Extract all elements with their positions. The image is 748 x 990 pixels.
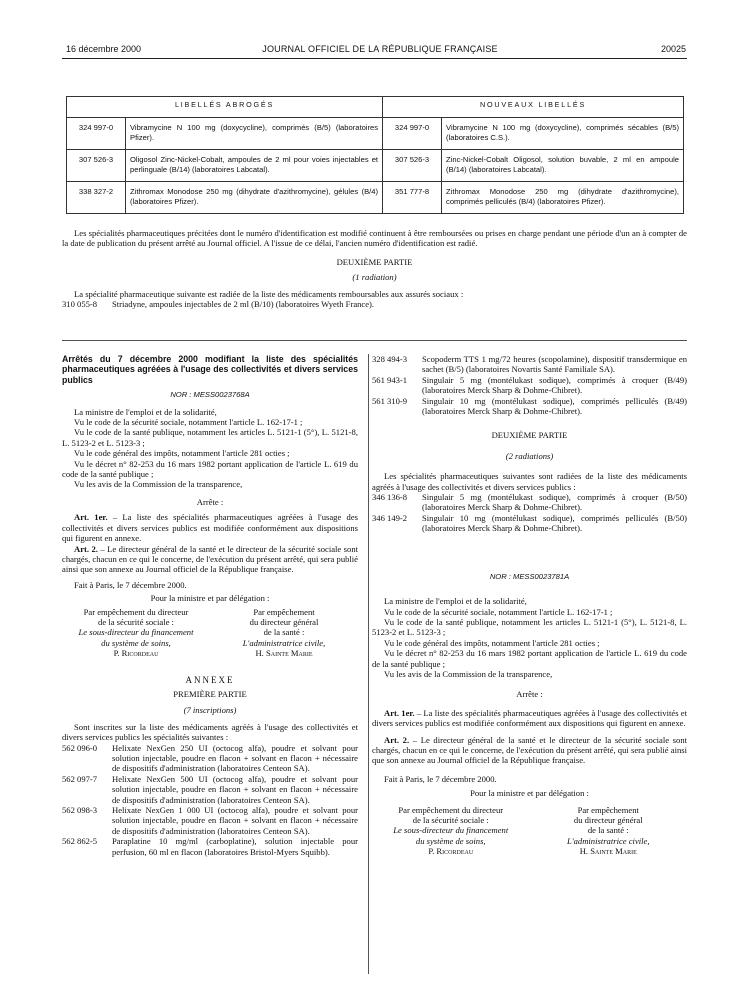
part-subheading: (2 radiations) [505, 450, 554, 461]
signature-line: L'administratrice civile, [566, 835, 650, 846]
col-header-nouveaux: NOUVEAUX LIBELLÉS [383, 97, 684, 118]
visa-line: Vu le code de la sécurité sociale, notamment l'article L. 162-17-1 ; [384, 606, 613, 617]
signature-right [210, 607, 358, 659]
inscription-para: Sont inscrites sur la liste des médicaments agréés à l'usage des collectivités et divers services publics les spécialités suivantes : [62, 721, 358, 743]
right-column [372, 354, 687, 857]
minister-line: La ministre de l'emploi et de la solidarité, [74, 406, 217, 417]
list-item [62, 774, 358, 805]
signature-line: Le sous-directeur du financement [393, 825, 509, 836]
delegation-line: Pour la ministre et par délégation : [470, 788, 589, 799]
signature-block [62, 607, 358, 659]
signature-left [62, 607, 210, 659]
entry-code: 562 862-5 [62, 836, 98, 847]
arrete-line: Arrête : [516, 689, 543, 700]
entry-text: Paraplatine 10 mg/ml (carboplatine), solution injectable pour perfusion, 60 ml en flacon (laboratoires Bristol-Myers Squibb). [112, 836, 358, 857]
delegation-line: Pour la ministre et par délégation : [150, 593, 270, 604]
entry-text: Singulair 10 mg (montélukast sodique), comprimés pelliculés (B/50) (laboratoires Merck Sharp & Dohme-Chibret). [422, 512, 687, 534]
new-text: Zinc-Nickel-Cobalt Oligosol, solution buvable, 2 ml en ampoule (B/14) (laboratoires Labcatal). [442, 150, 684, 182]
entry-text: Singulair 5 mg (montélukast sodique), comprimés à croquer (B/50) (laboratoires Merck Sharp & Dohme-Chibret). [422, 492, 687, 513]
entry-code: 346 136-8 [372, 492, 408, 503]
annex-heading: ANNEXE [185, 674, 235, 685]
visa-line: Vu le code de la santé publique, notamment les articles L. 5121-1 (5°), L. 5121-8, L. 5123-2 et L. 5123-3 ; [62, 427, 358, 448]
list-item [372, 396, 687, 417]
table-row [67, 150, 684, 182]
signatory-name: H. Sainte Marie [579, 846, 637, 857]
article-1 [372, 708, 687, 729]
new-text: Vibramycine N 100 mg (doxycycline), comprimés sécables (B/5) (laboratoires C.S.). [442, 118, 684, 150]
old-code: 307 526-3 [67, 150, 126, 182]
list-item [372, 354, 687, 375]
signature-line: de la sécurité sociale : [98, 616, 174, 627]
entry-text: Helixate NexGen 500 UI (octocog alfa), poudre et solvant pour solution injectable, poudre en flacon + solvant en flacon + nécessaire de dispositifs d'administration (laboratoires Centeon SA). [112, 773, 358, 805]
entry-text: Helixate NexGen 1 000 UI (octocog alfa), poudre et solvant pour solution injectable, poudre en flacon + solvant en flacon + nécessaire de dispositifs d'administration (laboratoires Centeon SA). [112, 805, 358, 836]
article-text: – Le directeur général de la santé et le directeur de la sécurité sociale sont chargés, chacun en ce qui le concerne, de l'exécution du présent arrêté, qui sera publié ainsi que son annexe au Journal officiel de la République française. [62, 543, 359, 575]
signature-line: du système de soins, [415, 835, 486, 846]
list-item [62, 299, 687, 309]
left-column [62, 354, 358, 857]
section-divider [62, 340, 687, 341]
visa-line: Vu le décret n° 82-253 du 16 mars 1982 portant application de l'article L. 619 du code de la santé publique ; [62, 458, 358, 480]
signature-line: Le sous-directeur du financement [78, 627, 194, 638]
entry-text: Scopoderm TTS 1 mg/72 heures (scopolamine), dispositif transdermique en sachet (B/5) (laboratoires Novartis Santé Familiale SA). [422, 354, 687, 375]
signature-date: Fait à Paris, le 7 décembre 2000. [74, 579, 187, 590]
table-row [67, 118, 684, 150]
list-item [372, 513, 687, 534]
entry-code: 562 097-7 [62, 773, 98, 784]
signatory-name: P. Ricordeau [113, 648, 159, 659]
signature-left [372, 805, 530, 857]
page-number: 20025 [660, 44, 686, 54]
part-subheading: (1 radiation) [352, 272, 397, 283]
entry-code: 561 310-9 [372, 395, 408, 406]
article-label: Art. 1er. [74, 512, 108, 523]
signature-line: de la santé : [587, 825, 629, 836]
entry-code: 310 055-8 [62, 299, 98, 310]
column-divider [368, 354, 369, 974]
signature-line: du directeur général [573, 815, 643, 825]
old-code: 324 997-0 [67, 118, 126, 150]
signature-line: Par empêchement [577, 804, 639, 815]
article-label: Art. 2. [384, 734, 410, 745]
old-text: Vibramycine N 100 mg (doxycycline), comprimés (B/5) (laboratoires Pfizer). [126, 118, 383, 150]
visa-line: Vu le code général des impôts, notamment l'article 281 octies ; [384, 637, 600, 648]
visa-line: Vu le code général des impôts, notamment l'article 281 octies ; [74, 448, 290, 459]
nor-reference: NOR : MESS0023781A [489, 571, 570, 581]
article-1 [62, 512, 358, 543]
table-header-row [67, 97, 684, 118]
signature-line: de la sécurité sociale : [412, 815, 489, 825]
signature-block [372, 805, 687, 857]
article-2 [62, 544, 358, 575]
journal-title: JOURNAL OFFICIEL DE LA RÉPUBLIQUE FRANÇAISE [262, 44, 498, 54]
entry-code: 346 149-2 [372, 512, 408, 523]
visa-line: Vu les avis de la Commission de la transparence, [74, 479, 243, 490]
part-heading: DEUXIÈME PARTIE [336, 256, 413, 267]
part-heading: DEUXIÈME PARTIE [491, 430, 568, 441]
old-code: 338 327-2 [67, 182, 126, 214]
visa-line: Vu le code de la sécurité sociale, notamment l'article L. 162-17-1 ; [74, 417, 303, 428]
top-para: Les spécialités pharmaceutiques précitées dont le numéro d'identification est modifié continuent à être remboursées ou prises en charge pendant une période d'un an à compter de la date de publication du présent arrêté au Journal officiel. A l'issue de ce délai, l'ancien numéro d'identification est radié. [62, 228, 687, 249]
decree-title: Arrêtés du 7 décembre 2000 modifiant la liste des spécialités pharmaceutiques agréées à l'usage des collectivités et divers services publics [62, 354, 358, 385]
signature-line: de la santé : [263, 627, 305, 638]
signatory-name: H. Sainte Marie [255, 648, 313, 659]
part-heading: PREMIÈRE PARTIE [173, 688, 247, 699]
list-item [62, 836, 358, 857]
entry-code: 328 494-3 [372, 354, 408, 364]
entry-text: Singulair 5 mg (montélukast sodique), comprimés à croquer (B/49) (laboratoires Merck Sharp & Dohme-Chibret). [422, 374, 687, 396]
article-2 [372, 735, 687, 766]
list-item [62, 743, 358, 774]
article-text: – La liste des spécialités pharmaceutiques agréées à l'usage des collectivités et divers services publics est modifiée conformément aux dispositions qui figurent en annexe. [62, 512, 358, 544]
nor-reference: NOR : MESS0023768A [170, 390, 250, 400]
entry-text: Striadyne, ampoules injectables de 2 ml (B/10) (laboratoires Wyeth France). [112, 299, 375, 310]
visa-line: Vu les avis de la Commission de la transparence, [384, 668, 553, 679]
list-item [372, 492, 687, 513]
list-item [372, 375, 687, 396]
part-subheading: (7 inscriptions) [183, 705, 237, 716]
signature-right [530, 805, 688, 857]
entry-code: 561 943-1 [372, 374, 408, 385]
new-code: 351 777-8 [383, 182, 442, 214]
signature-date: Fait à Paris, le 7 décembre 2000. [384, 773, 497, 784]
entry-code: 562 098-3 [62, 805, 98, 816]
article-label: Art. 2. [74, 543, 98, 554]
entry-text: Singulair 10 mg (montélukast sodique), comprimés pelliculés (B/49) (laboratoires Merck Sharp & Dohme-Chibret). [422, 395, 687, 417]
entry-code: 562 096-0 [62, 742, 98, 753]
col-header-abroges: LIBELLÉS ABROGÉS [67, 97, 383, 118]
header-rule [62, 58, 687, 59]
article-label: Art. 1er. [384, 707, 415, 718]
radiation-para: La spécialité pharmaceutique suivante est radiée de la liste des médicaments remboursables aux assurés sociaux : [74, 288, 464, 299]
visa-line: Vu le décret n° 82-253 du 16 mars 1982 portant application de l'article L. 619 du code de la santé publique ; [372, 648, 687, 669]
header-date: 16 décembre 2000 [66, 44, 142, 54]
new-code: 307 526-3 [383, 150, 442, 182]
top-section [62, 228, 687, 309]
arrete-line: Arrête : [196, 496, 224, 507]
signature-line: L'administratrice civile, [242, 637, 326, 648]
entry-text: Helixate NexGen 250 UI (octocog alfa), poudre et solvant pour solution injectable, poudre en flacon + solvant en flacon + nécessaire de dispositifs d'administration (laboratoires Centeon SA). [112, 742, 358, 774]
new-code: 324 997-0 [383, 118, 442, 150]
article-text: – Le directeur général de la santé et le directeur de la sécurité sociale sont chargés, chacun en ce qui le concerne, de l'exécution du présent arrêté, qui sera publié ainsi que son annexe au Journal officiel de la République française. [372, 734, 688, 766]
minister-line: La ministre de l'emploi et de la solidarité, [384, 596, 527, 607]
signature-line: Par empêchement [253, 606, 315, 617]
radiation-para: Les spécialités pharmaceutiques suivantes sont radiées de la liste des médicaments agréés à l'usage des collectivités et divers services publics : [372, 471, 687, 492]
list-item [62, 805, 358, 836]
signature-line: Par empêchement du directeur [83, 606, 189, 617]
signatory-name: P. Ricordeau [428, 846, 474, 857]
libelles-table [66, 96, 684, 214]
old-text: Zithromax Monodose 250 mg (dihydrate d'azithromycine), gélules (B/4) (laboratoires Pfizer). [126, 182, 383, 214]
new-text: Zithromax Monodose 250 mg (dihydrate d'azithromycine), comprimés pelliculés (B/4) (laboratoires Pfizer). [442, 182, 684, 214]
table-row [67, 182, 684, 214]
signature-line: Par empêchement du directeur [398, 804, 504, 815]
signature-line: du directeur général [249, 616, 319, 627]
visa-line: Vu le code de la santé publique, notamment les articles L. 5121-1 (5°), L. 5121-8, L. 5123-2 et L. 5123-3 ; [372, 616, 687, 638]
old-text: Oligosol Zinc-Nickel-Cobalt, ampoules de 2 ml pour voies injectables et perlinguale (B/14) (laboratoires Labcatal). [126, 150, 383, 182]
article-text: – La liste des spécialités pharmaceutiques agréées à l'usage des collectivités et divers services publics est modifiée conformément aux dispositions qui figurent en annexe. [372, 707, 687, 729]
signature-line: du système de soins, [101, 637, 171, 648]
